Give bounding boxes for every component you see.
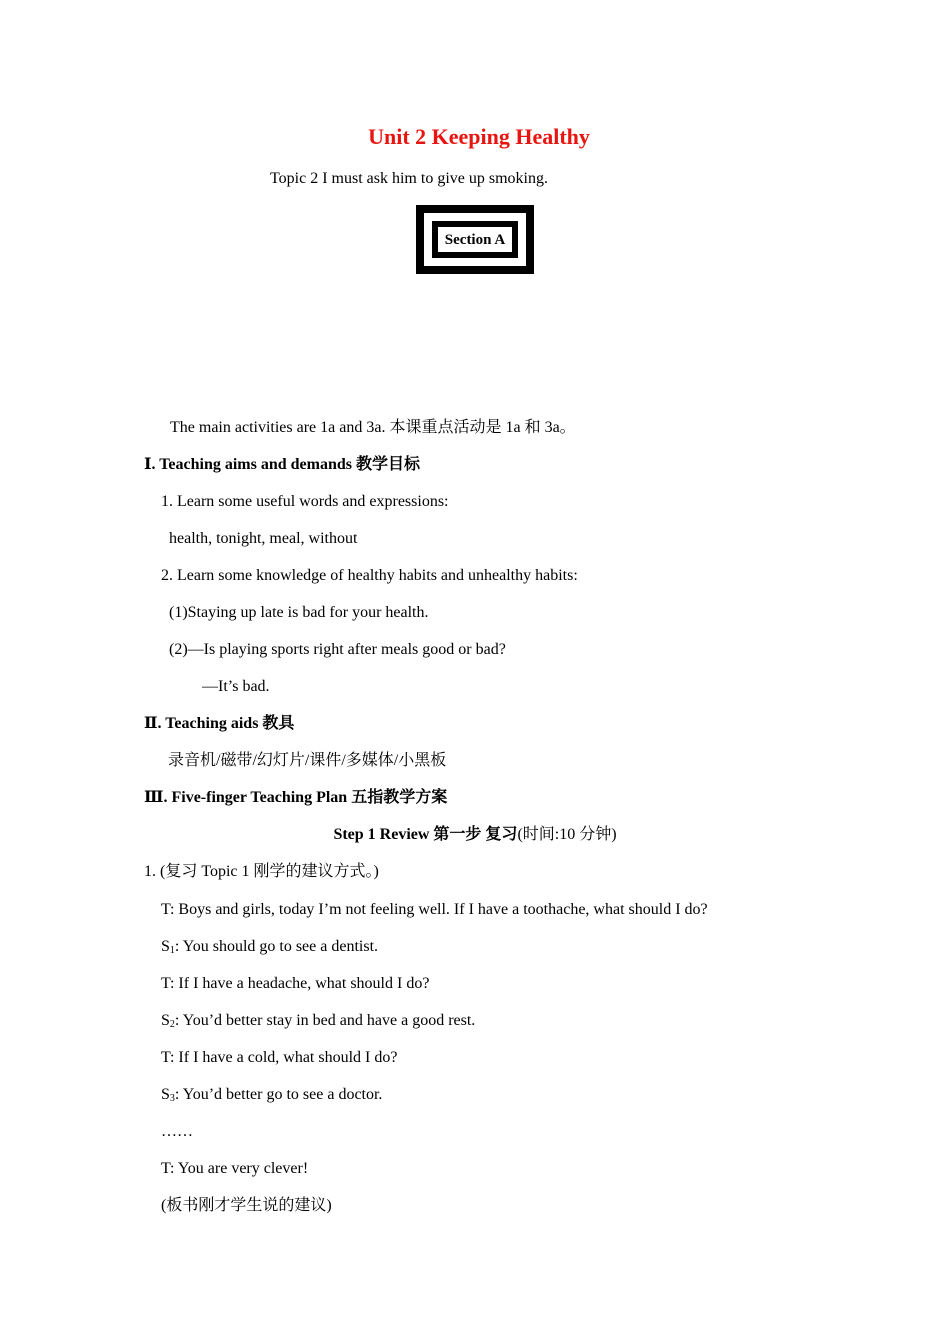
blackboard-note: (板书刚才学生说的建议) xyxy=(161,1197,332,1214)
section-label-box xyxy=(416,205,534,274)
vocabulary-words: health, tonight, meal, without xyxy=(169,530,358,547)
aim-sub-2: (2)—Is playing sports right after meals good or bad? xyxy=(169,641,506,658)
section-label: Section A xyxy=(438,227,512,252)
review-item-1: 1. (复习 Topic 1 刚学的建议方式。) xyxy=(144,863,379,880)
dialogue-ellipsis: …… xyxy=(161,1123,193,1140)
dialogue-s2: $S_2$: You’d better stay in bed and have a good rest. xyxy=(161,1012,476,1030)
dialogue-t1: T: Boys and girls, today I’m not feeling well. If I have a toothache, what should I do? xyxy=(161,901,708,918)
aim-item-2: 2. Learn some knowledge of healthy habits and unhealthy habits: xyxy=(161,567,578,584)
dialogue-s1: $S_1$: You should go to see a dentist. xyxy=(161,938,379,956)
document-title: Unit 2 Keeping Healthy xyxy=(368,124,590,149)
aim-sub-2-answer: —It’s bad. xyxy=(202,678,270,695)
step1-heading xyxy=(0,825,950,845)
dialogue-t2: T: If I have a headache, what should I do? xyxy=(161,975,430,992)
topic-line: Topic 2 I must ask him to give up smoking. xyxy=(270,170,548,187)
dialogue-t3: T: If I have a cold, what should I do? xyxy=(161,1049,398,1066)
dialogue-t4: T: You are very clever! xyxy=(161,1160,309,1177)
step1-title: Step 1 Review 第一步 复习 xyxy=(333,826,518,843)
step1-time: (时间:10 分钟) xyxy=(517,826,617,843)
aim-sub-1: (1)Staying up late is bad for your health. xyxy=(169,604,429,621)
heading-teaching-plan: Ⅲ. Five-finger Teaching Plan 五指教学方案 xyxy=(144,789,448,806)
heading-teaching-aims: Ⅰ. Teaching aims and demands 教学目标 xyxy=(144,456,420,473)
main-activities: The main activities are 1a and 3a. 本课重点活动是 1a 和 3a。 xyxy=(170,419,576,436)
teaching-aids-list: 录音机/磁带/幻灯片/课件/多媒体/小黑板 xyxy=(168,752,447,769)
dialogue-s3: $S_3$: You’d better go to see a doctor. xyxy=(161,1086,383,1104)
aim-item-1: 1. Learn some useful words and expressions: xyxy=(161,493,449,510)
heading-teaching-aids: Ⅱ. Teaching aids 教具 xyxy=(144,715,295,732)
